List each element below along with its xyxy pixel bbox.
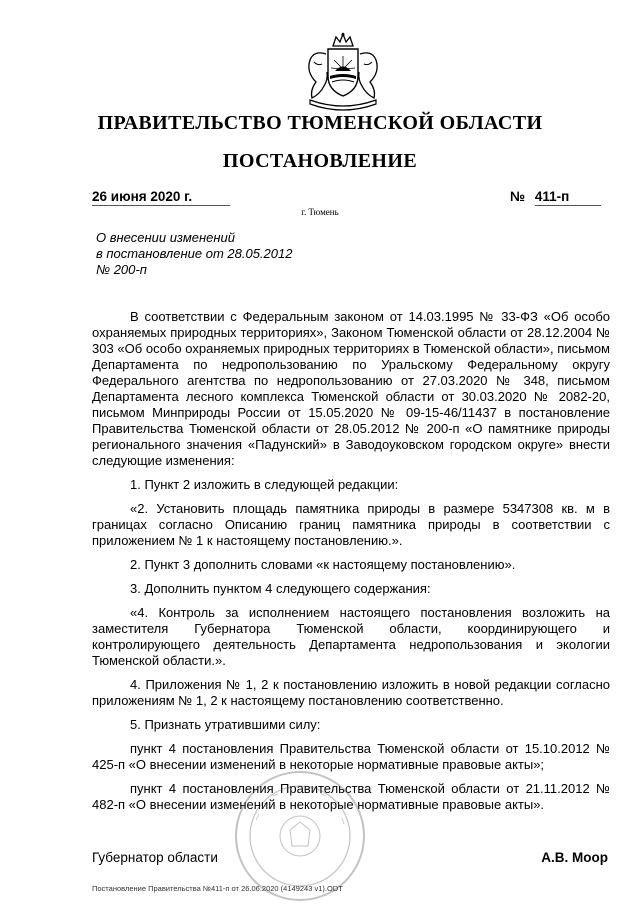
item-5: 5. Признать утратившими силу: [130, 717, 321, 732]
item-4: 4. Приложения № 1, 2 к постановлению изложить в новой редакции согласно приложениям № 1, 2 к настоящему постановлению соответственно. [92, 677, 610, 708]
document-body [92, 309, 610, 821]
item-1: 1. Пункт 2 изложить в следующей редакции: [130, 477, 399, 492]
document-city: г. Тюмень [301, 207, 339, 217]
subject-line: О внесении изменений [96, 230, 235, 245]
item-1-text: «2. Установить площадь памятника природы в размере 5347308 кв. м в границах согласно Описанию границ памятника природы в соответствии с приложением № 1 к настоящему постановлению.». [92, 501, 610, 548]
coat-of-arms-icon [296, 32, 390, 116]
organization-title: ПРАВИТЕЛЬСТВО ТЮМЕНСКОЙ ОБЛАСТИ [97, 112, 543, 134]
signatory-title: Губернатор области [92, 850, 218, 865]
item-3-text: «4. Контроль за исполнением настоящего постановления возложить на заместителя Губернатора Тюменской области, координирующего и контролирующего деятельность Департамента недропользования и экологии Тюменской области.». [92, 605, 610, 668]
preamble-paragraph: В соответствии с Федеральным законом от 14.03.1995 № 33-ФЗ «Об особо охраняемых природных территориях», Законом Тюменской области от 28.12.2004 № 303 «Об особо охраняемых природных территориях в Тюменской области», письмом Департамента по недропользованию по Уральскому Федеральному округу Федерального агентства по недропользованию от 27.03.2020 № 348, письмом Департамента лесного комплекса Тюменской области от 30.03.2020 № 2082-20, письмом Минприроды России от 15.05.2020 № 09-15-46/11437 в постановление Правительства Тюменской области от 28.05.2012 № 200-п «О памятнике природы регионального значения «Падунский» в Заводоуковском городском округе» внести следующие изменения: [92, 309, 610, 468]
subject-line: в постановление от 28.05.2012 [96, 246, 293, 261]
document-number: 411-п [535, 189, 601, 206]
item-5-b: пункт 4 постановления Правительства Тюменской области от 21.11.2012 № 482-п «О внесении изменений в некоторые нормативные правовые акты». [92, 781, 610, 812]
item-5-a: пункт 4 постановления Правительства Тюменской области от 15.10.2012 № 425-п «О внесении изменений в некоторые нормативные правовые акты»; [92, 741, 610, 772]
number-sign: № [510, 189, 526, 204]
document-type-title: ПОСТАНОВЛЕНИЕ [222, 150, 418, 172]
item-3: 3. Дополнить пунктом 4 следующего содержания: [130, 581, 431, 596]
document-number-block [510, 189, 604, 206]
document-subject [96, 230, 336, 278]
item-2: 2. Пункт 3 дополнить словами «к настоящему постановлению». [130, 557, 516, 572]
file-footer: Постановление Правительства №411-п от 26.06.2020 (4149243 v1).ODT [92, 884, 343, 893]
document-date: 26 июня 2020 г. [92, 189, 230, 206]
signatory-name: А.В. Моор [541, 850, 608, 865]
subject-line: № 200-п [96, 262, 147, 277]
